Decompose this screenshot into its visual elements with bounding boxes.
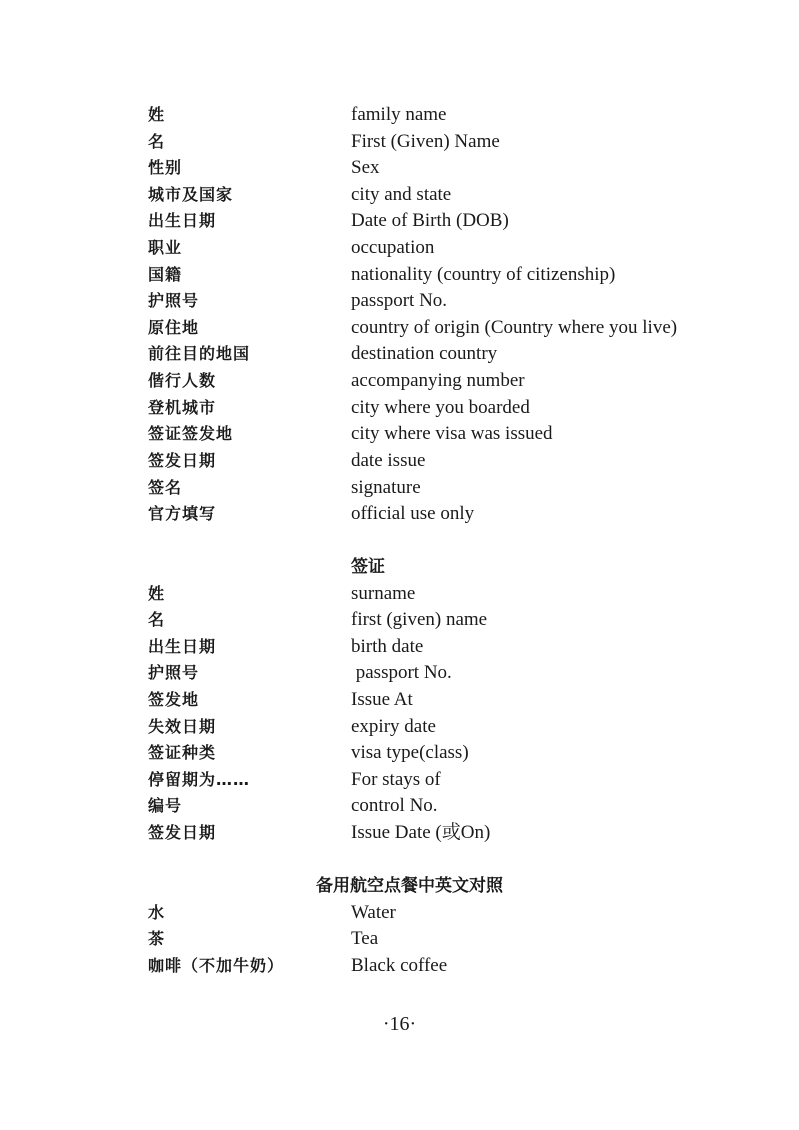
- list-item: [0, 477, 799, 503]
- chinese-term: 国籍: [148, 265, 183, 284]
- english-term: nationality (country of citizenship): [351, 264, 616, 285]
- english-term: country of origin (Country where you live): [351, 317, 678, 338]
- list-item: [0, 184, 799, 210]
- list-item: [0, 902, 799, 928]
- list-item: [0, 609, 799, 635]
- list-item: [0, 450, 799, 476]
- chinese-term: 签证签发地: [148, 424, 234, 443]
- english-term: city where visa was issued: [351, 423, 553, 444]
- english-term: occupation: [351, 237, 435, 258]
- chinese-term: 水: [148, 903, 166, 922]
- list-item: [0, 716, 799, 742]
- list-item: [0, 264, 799, 290]
- chinese-term: 编号: [148, 796, 183, 815]
- list-item: [0, 928, 799, 954]
- chinese-term: 出生日期: [148, 637, 217, 656]
- chinese-term: 名: [148, 132, 166, 151]
- chinese-term: 前往目的地国: [148, 344, 251, 363]
- list-item: [0, 290, 799, 316]
- english-term: first (given) name: [351, 609, 488, 630]
- english-term: birth date: [351, 636, 424, 657]
- english-term: city where you boarded: [351, 397, 530, 418]
- list-item: [0, 370, 799, 396]
- chinese-term: 咖啡（不加牛奶）: [148, 956, 285, 975]
- list-item: [0, 423, 799, 449]
- list-item: [0, 503, 799, 529]
- list-item: [0, 237, 799, 263]
- chinese-term: 签发日期: [148, 451, 217, 470]
- list-item: [0, 795, 799, 821]
- english-term: family name: [351, 104, 447, 125]
- chinese-term: 城市及国家: [148, 185, 234, 204]
- english-term: Water: [351, 902, 396, 923]
- english-term: Black coffee: [351, 955, 448, 976]
- english-term: Issue At: [351, 689, 413, 710]
- list-item: [0, 317, 799, 343]
- english-term: visa type(class): [351, 742, 469, 763]
- list-item: [0, 104, 799, 130]
- english-term: surname: [351, 583, 416, 604]
- chinese-term: 护照号: [148, 663, 200, 682]
- english-term: passport No.: [351, 662, 452, 683]
- english-term: control No.: [351, 795, 438, 816]
- list-item: [0, 769, 799, 795]
- list-item: [0, 343, 799, 369]
- section-heading: 签证: [351, 557, 385, 577]
- chinese-term: 原住地: [148, 318, 200, 337]
- english-term: For stays of: [351, 769, 441, 790]
- english-term: Issue Date (或On): [351, 822, 491, 843]
- chinese-term: 官方填写: [148, 504, 217, 523]
- chinese-term: 性别: [148, 158, 183, 177]
- chinese-term: 失效日期: [148, 717, 217, 736]
- chinese-term: 签证种类: [148, 743, 217, 762]
- list-item: [0, 822, 799, 848]
- list-item: [0, 157, 799, 183]
- english-term: passport No.: [351, 290, 448, 311]
- english-term: destination country: [351, 343, 498, 364]
- list-item: [0, 583, 799, 609]
- english-term: Date of Birth (DOB): [351, 210, 509, 231]
- chinese-term: 姓: [148, 105, 166, 124]
- list-item: [0, 662, 799, 688]
- chinese-term: 签发地: [148, 690, 200, 709]
- chinese-term: 护照号: [148, 291, 200, 310]
- list-item: [0, 955, 799, 981]
- chinese-term: 偕行人数: [148, 371, 217, 390]
- chinese-term: 茶: [148, 929, 166, 948]
- chinese-term: 停留期为……: [148, 770, 251, 789]
- english-term: expiry date: [351, 716, 436, 737]
- chinese-term: 登机城市: [148, 398, 217, 417]
- list-item: [0, 131, 799, 157]
- english-term: accompanying number: [351, 370, 525, 391]
- chinese-term: 职业: [148, 238, 183, 257]
- english-term: First (Given) Name: [351, 131, 500, 152]
- section-heading: 备用航空点餐中英文对照: [316, 876, 503, 896]
- english-term: date issue: [351, 450, 426, 471]
- page-number: ·16·: [382, 1013, 417, 1035]
- english-term: Tea: [351, 928, 379, 949]
- chinese-term: 签名: [148, 478, 183, 497]
- english-term: signature: [351, 477, 421, 498]
- english-term: Sex: [351, 157, 380, 178]
- english-term: official use only: [351, 503, 475, 524]
- list-item: [0, 397, 799, 423]
- chinese-term: 签发日期: [148, 823, 217, 842]
- chinese-term: 姓: [148, 584, 166, 603]
- chinese-term: 出生日期: [148, 211, 217, 230]
- chinese-term: 名: [148, 610, 166, 629]
- list-item: [0, 689, 799, 715]
- list-item: [0, 636, 799, 662]
- list-item: [0, 742, 799, 768]
- english-term: city and state: [351, 184, 452, 205]
- list-item: [0, 210, 799, 236]
